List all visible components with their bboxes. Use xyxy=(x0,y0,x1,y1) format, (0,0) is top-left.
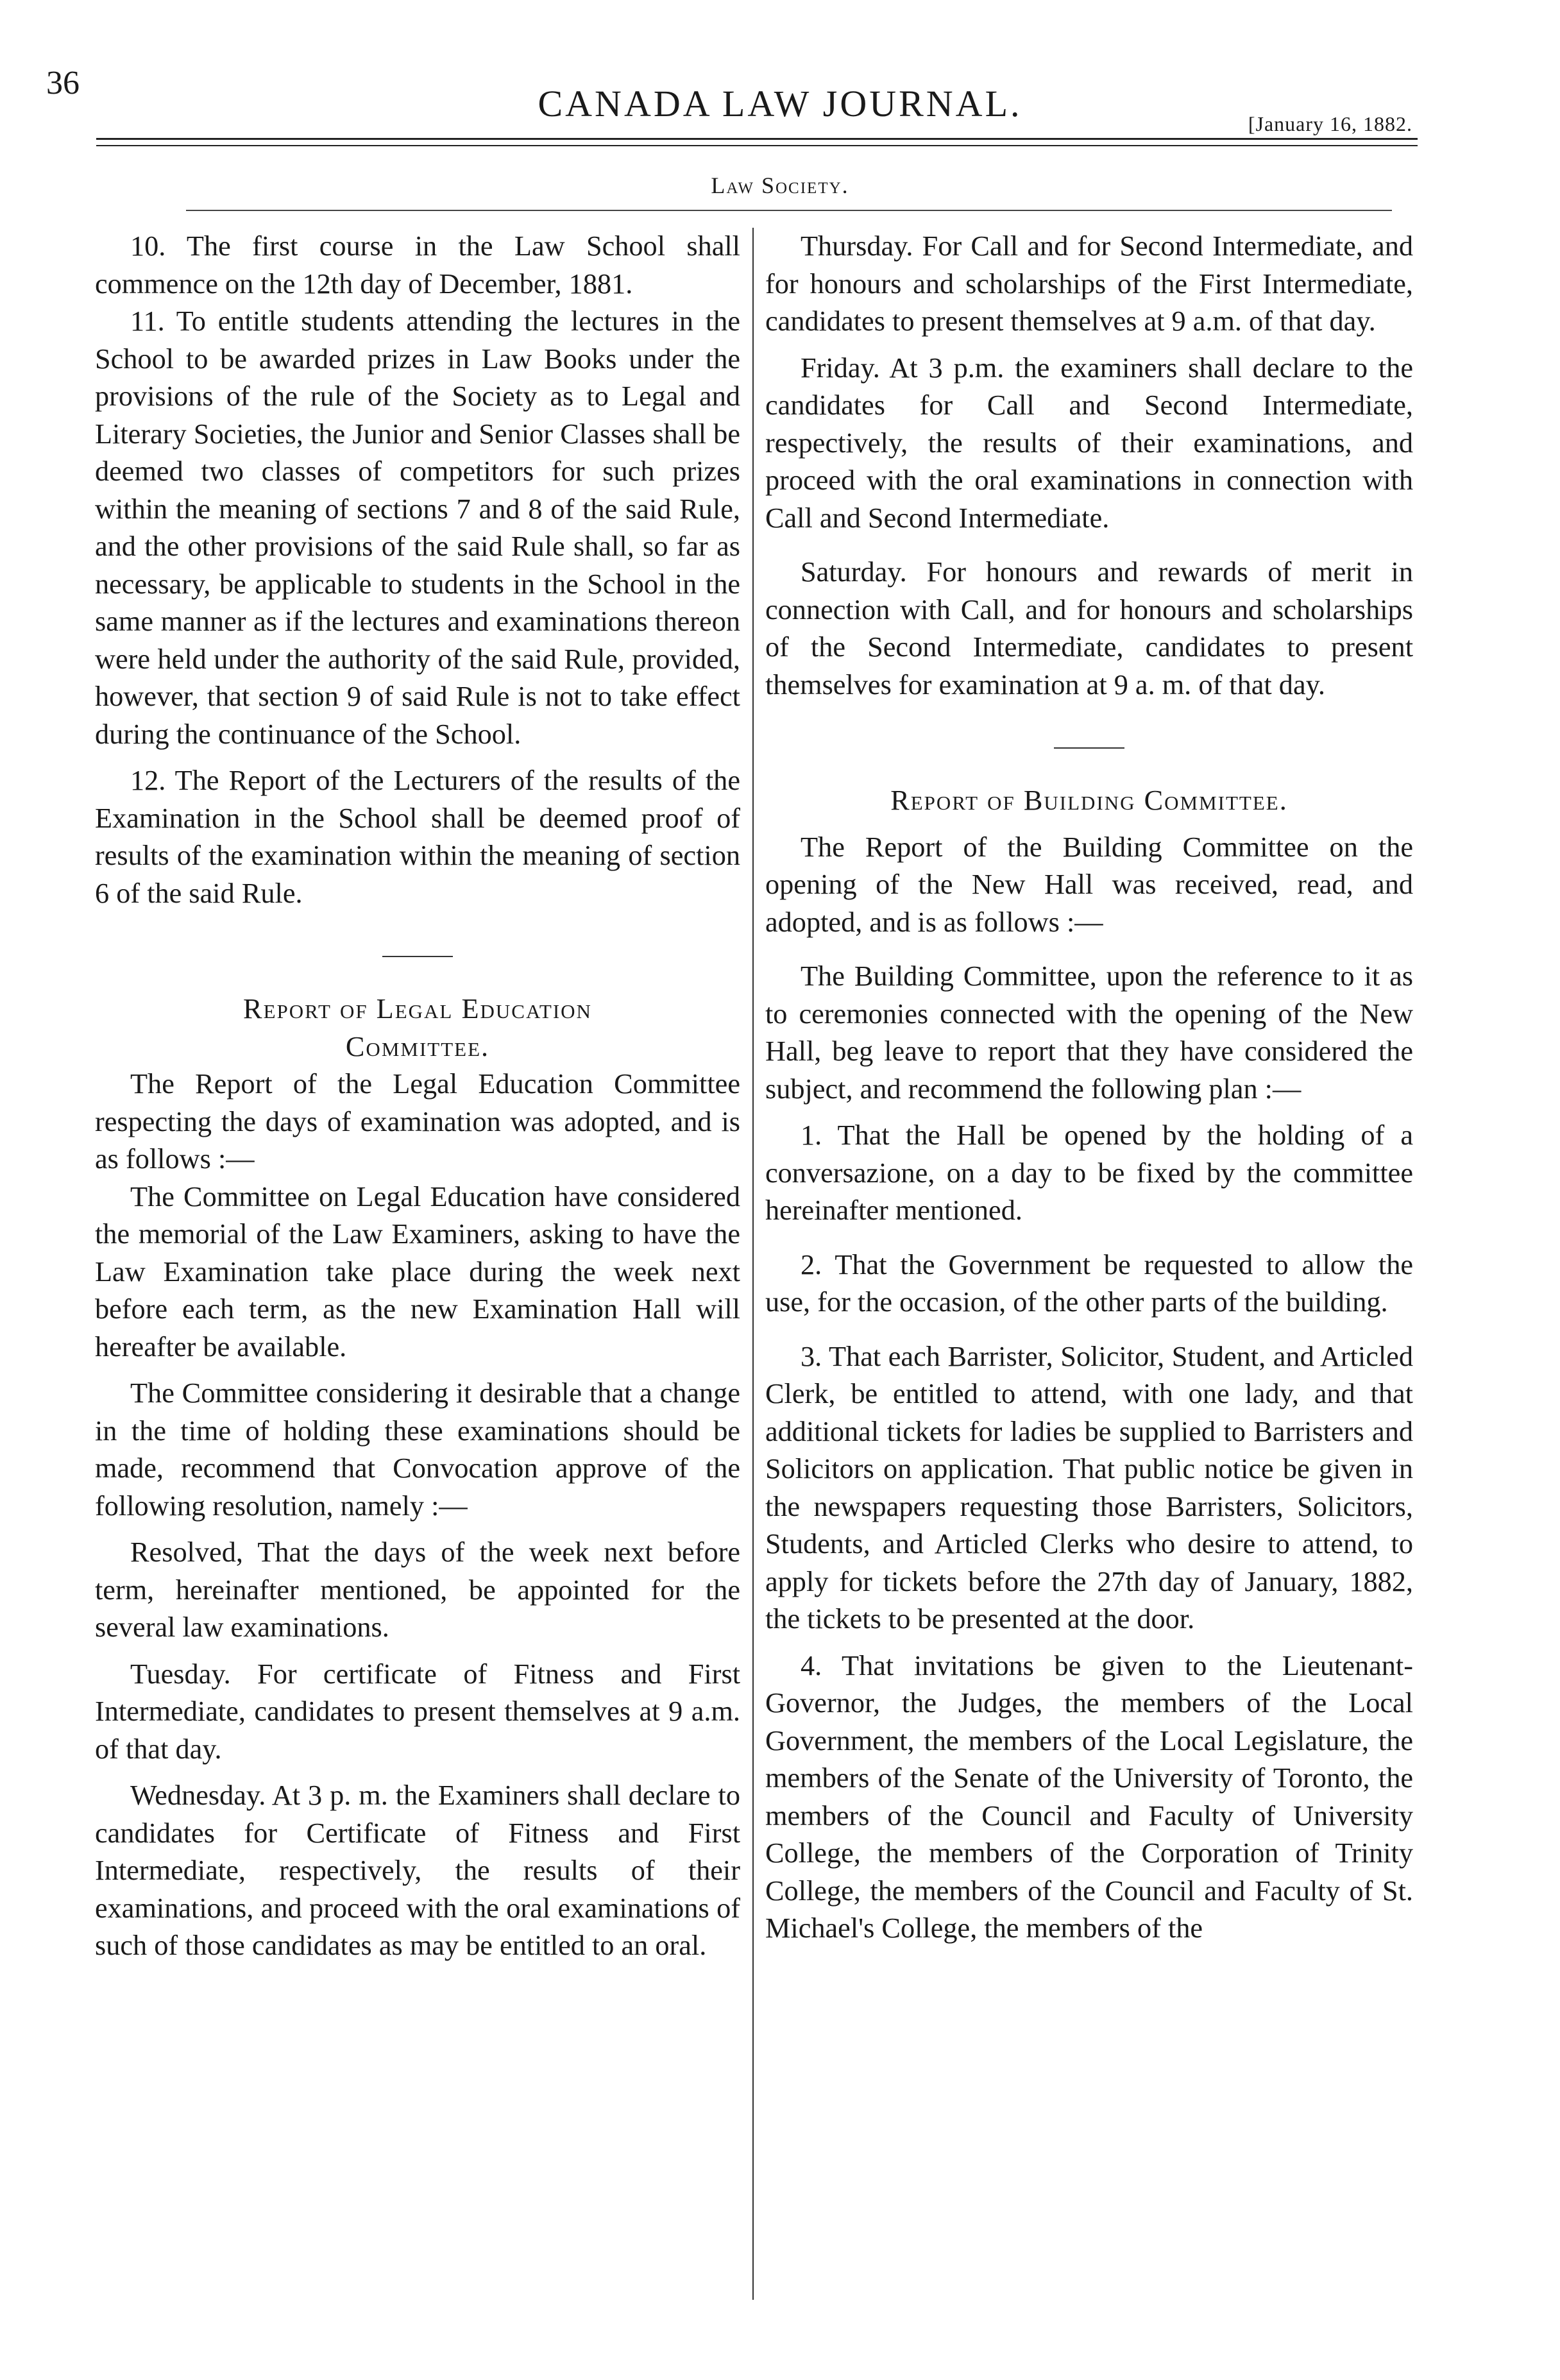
column-divider xyxy=(752,228,754,2300)
page-number: 36 xyxy=(46,65,80,101)
header-rule xyxy=(96,138,1418,140)
section-heading: Law Society. xyxy=(711,173,849,198)
section-divider-right xyxy=(1054,747,1124,749)
wednesday-paragraph: Wednesday. At 3 p. m. the Examiners shall declare to candidates for Certificate of Fitness and First Intermediate, respectively, the results of their examinations, and proceed with the oral examinations of such of those candidates as may be entitled to an oral. xyxy=(95,1780,740,1961)
building-item-2: 2. That the Government be requested to allow the use, for the occasion, of the other parts of the building. xyxy=(765,1248,1413,1318)
section-divider xyxy=(382,956,453,957)
building-item-4: 4. That invitations be given to the Lieutenant-Governor, the Judges, the members of the Local Government, the members of the Local Legislature, the members of the Senate of the University of Toronto, the members of the Council and Faculty of University College, the members of the Corporation of Trinity College, the members of the Council and Faculty of St. Michael's College, the members of the xyxy=(765,1649,1413,1944)
legal-education-title-line2: Committee. xyxy=(345,1030,490,1062)
resolution-paragraph: Resolved, That the days of the week next before term, hereinafter mentioned, be appointed for the several law examinations. xyxy=(95,1536,740,1643)
header-rule-double xyxy=(96,145,1418,146)
page-header xyxy=(0,0,1560,198)
legal-education-title xyxy=(95,990,740,1066)
paragraph-12: 12. The Report of the Lecturers of the results of the Examination in the School shall be deemed proof of results of the examination within the meaning of section 6 of the said Rule. xyxy=(95,765,740,909)
right-column xyxy=(765,228,1413,1948)
building-committee-title: Report of Building Committee. xyxy=(890,785,1288,816)
building-item-3: 3. That each Barrister, Solicitor, Student, and Articled Clerk, be entitled to attend, with one lady, and that additional tickets for ladies be supplied to Barristers and Solicitors on application. That public notice be given in the newspapers requesting those Barristers, Solicitors, Students, and Articled Clerks who desire to attend, to apply for tickets before the 27th day of January, 1882, the tickets to be presented at the door. xyxy=(765,1340,1413,1635)
left-column xyxy=(95,228,740,1965)
tuesday-paragraph: Tuesday. For certificate of Fitness and First Intermediate, candidates to present themselves at 9 a.m. of that day. xyxy=(95,1658,740,1765)
building-committee-paragraph: The Building Committee, upon the reference to it as to ceremonies connected with the opening of the New Hall, beg leave to report that they have considered the subject, and recommend the following plan :— xyxy=(765,960,1413,1105)
legal-education-title-line1: Report of Legal Education xyxy=(243,993,592,1024)
legal-education-paragraph-2: The Committee considering it desirable that a change in the time of holding these examinations should be made, recommend that Convocation approve of the following resolution, namely :— xyxy=(95,1377,740,1522)
saturday-paragraph: Saturday. For honours and rewards of merit in connection with Call, and for honours and scholarships of the Second Intermediate, candidates to present themselves for examination at 9 a. m. of that day. xyxy=(765,556,1413,701)
thursday-paragraph: Thursday. For Call and for Second Intermediate, and for honours and scholarships of the First Intermediate, candidates to present themselves at 9 a.m. of that day. xyxy=(765,230,1413,337)
issue-date: [January 16, 1882. xyxy=(1248,112,1412,135)
building-item-1: 1. That the Hall be opened by the holding of a conversazione, on a day to be fixed by the committee hereinafter mentioned. xyxy=(765,1119,1413,1226)
legal-education-paragraph-1: The Committee on Legal Education have considered the memorial of the Law Examiners, asking to have the Law Examination take place during the week next before each term, as the new Examination Hall will hereafter be available. xyxy=(95,1180,740,1363)
section-rule xyxy=(186,210,1392,211)
paragraph-10: 10. The first course in the Law School shall commence on the 12th day of December, 1881. xyxy=(95,230,740,300)
legal-education-intro: The Report of the Legal Education Committee respecting the days of examination was adopted, and is as follows :— xyxy=(95,1068,740,1175)
journal-title: CANADA LAW JOURNAL. xyxy=(538,83,1022,124)
paragraph-11: 11. To entitle students attending the lectures in the School to be awarded prizes in Law Books under the provisions of the rule of the Society as to Legal and Literary Societies, the Junior and Senior Classes shall be deemed two classes of competitors for such prizes within the meaning of sections 7 and 8 of the said Rule, and the other provisions of the said Rule shall, so far as necessary, be applicable to students in the School in the same manner as if the lectures and examinations thereon were held under the authority of the said Rule, provided, however, that section 9 of said Rule is not to take effect during the continuance of the School. xyxy=(95,305,740,750)
building-committee-intro: The Report of the Building Committee on the opening of the New Hall was received, read, and adopted, and is as follows :— xyxy=(765,831,1413,938)
friday-paragraph: Friday. At 3 p.m. the examiners shall declare to the candidates for Call and Second Intermediate, respectively, the results of their examinations, and proceed with the oral examinations in connection with Call and Second Intermediate. xyxy=(765,352,1413,534)
